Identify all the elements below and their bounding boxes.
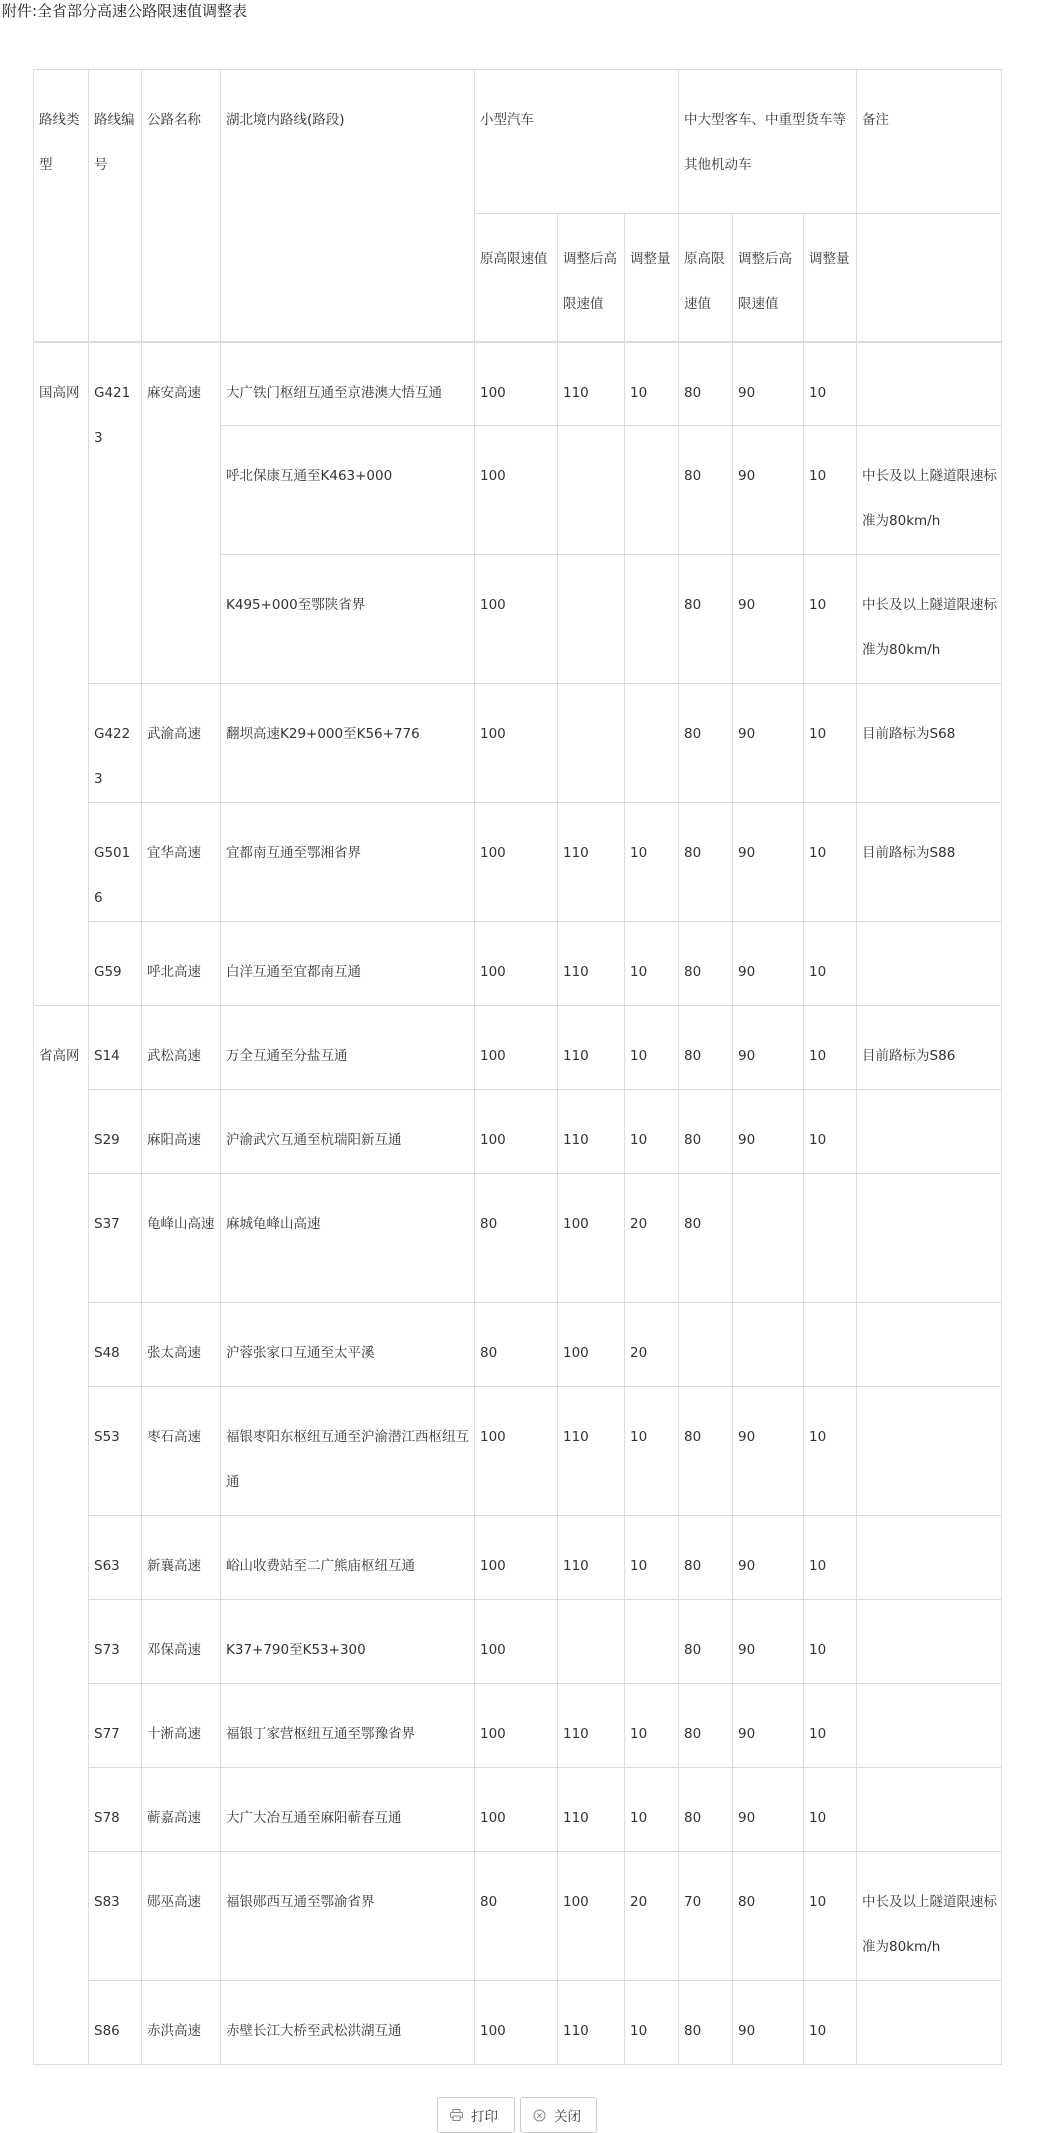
small-new-cell: 110 bbox=[558, 1387, 625, 1516]
remark-cell: 中长及以上隧道限速标准为80km/h bbox=[857, 426, 1002, 555]
road-name-cell: 郧巫高速 bbox=[142, 1852, 221, 1981]
remark-cell bbox=[857, 1516, 1002, 1600]
route-code-cell: S77 bbox=[89, 1684, 142, 1768]
small-delta-cell: 10 bbox=[625, 1684, 679, 1768]
table-row bbox=[34, 1090, 1002, 1174]
route-code-cell: S14 bbox=[89, 1006, 142, 1090]
small-new-cell: 100 bbox=[558, 1852, 625, 1981]
remark-cell: 目前路标为S86 bbox=[857, 1006, 1002, 1090]
small-delta-cell bbox=[625, 555, 679, 684]
road-name-cell: 呼北高速 bbox=[142, 922, 221, 1006]
large-orig-cell: 80 bbox=[679, 1090, 733, 1174]
road-name-cell: 武渝高速 bbox=[142, 684, 221, 803]
small-delta-cell: 10 bbox=[625, 1768, 679, 1852]
road-name-cell: 张太高速 bbox=[142, 1303, 221, 1387]
header-remark-blank bbox=[857, 214, 1002, 342]
large-new-cell: 90 bbox=[733, 1090, 804, 1174]
large-new-cell bbox=[733, 1174, 804, 1303]
large-orig-cell: 80 bbox=[679, 426, 733, 555]
close-button-label: 关闭 bbox=[554, 2109, 581, 2124]
remark-cell: 中长及以上隧道限速标准为80km/h bbox=[857, 555, 1002, 684]
header-section: 湖北境内路线(路段) bbox=[221, 70, 475, 342]
large-new-cell: 90 bbox=[733, 922, 804, 1006]
route-code-cell: S53 bbox=[89, 1387, 142, 1516]
small-orig-cell: 100 bbox=[475, 555, 558, 684]
road-name-cell: 枣石高速 bbox=[142, 1387, 221, 1516]
small-new-cell: 110 bbox=[558, 922, 625, 1006]
small-new-cell: 110 bbox=[558, 1090, 625, 1174]
small-new-cell bbox=[558, 555, 625, 684]
route-code-cell: G5016 bbox=[89, 803, 142, 922]
header-large-vehicle-group: 中大型客车、中重型货车等其他机动车 bbox=[679, 70, 857, 214]
large-new-cell: 90 bbox=[733, 1600, 804, 1684]
road-name-cell: 新襄高速 bbox=[142, 1516, 221, 1600]
section-cell: K495+000至鄂陕省界 bbox=[221, 555, 475, 684]
small-new-cell bbox=[558, 1600, 625, 1684]
large-new-cell: 90 bbox=[733, 426, 804, 555]
small-delta-cell: 20 bbox=[625, 1303, 679, 1387]
small-new-cell: 110 bbox=[558, 1516, 625, 1600]
header-large-new: 调整后高限速值 bbox=[733, 214, 804, 342]
large-new-cell: 90 bbox=[733, 1981, 804, 2065]
small-orig-cell: 80 bbox=[475, 1303, 558, 1387]
header-large-delta: 调整量 bbox=[804, 214, 857, 342]
small-new-cell bbox=[558, 684, 625, 803]
large-delta-cell: 10 bbox=[804, 1684, 857, 1768]
page-heading: 附件:全省部分高速公路限速值调整表 bbox=[2, 2, 248, 20]
route-code-cell: S63 bbox=[89, 1516, 142, 1600]
large-new-cell: 90 bbox=[733, 1387, 804, 1516]
small-new-cell: 110 bbox=[558, 1006, 625, 1090]
large-delta-cell: 10 bbox=[804, 1981, 857, 2065]
header-remark: 备注 bbox=[857, 70, 1002, 214]
large-delta-cell: 10 bbox=[804, 1090, 857, 1174]
remark-cell: 目前路标为S68 bbox=[857, 684, 1002, 803]
route-type-cell: 省高网 bbox=[34, 1006, 89, 2065]
table-row bbox=[34, 684, 1002, 803]
header-road-name: 公路名称 bbox=[142, 70, 221, 342]
small-new-cell: 110 bbox=[558, 1981, 625, 2065]
large-new-cell: 90 bbox=[733, 803, 804, 922]
remark-cell bbox=[857, 342, 1002, 426]
large-orig-cell: 70 bbox=[679, 1852, 733, 1981]
small-delta-cell: 10 bbox=[625, 1981, 679, 2065]
section-cell: 麻城龟峰山高速 bbox=[221, 1174, 475, 1303]
section-cell: 大广铁门枢纽互通至京港澳大悟互通 bbox=[221, 342, 475, 426]
table-row bbox=[34, 1600, 1002, 1684]
large-delta-cell: 10 bbox=[804, 1768, 857, 1852]
large-delta-cell: 10 bbox=[804, 1852, 857, 1981]
large-delta-cell: 10 bbox=[804, 922, 857, 1006]
small-orig-cell: 100 bbox=[475, 1684, 558, 1768]
table-row bbox=[34, 1684, 1002, 1768]
table-row bbox=[34, 342, 1002, 426]
remark-cell bbox=[857, 922, 1002, 1006]
small-delta-cell bbox=[625, 1600, 679, 1684]
small-delta-cell bbox=[625, 684, 679, 803]
remark-cell: 中长及以上隧道限速标准为80km/h bbox=[857, 1852, 1002, 1981]
large-orig-cell: 80 bbox=[679, 555, 733, 684]
large-delta-cell: 10 bbox=[804, 803, 857, 922]
remark-cell bbox=[857, 1600, 1002, 1684]
header-small-car-group: 小型汽车 bbox=[475, 70, 679, 214]
route-code-cell: G4223 bbox=[89, 684, 142, 803]
small-delta-cell: 10 bbox=[625, 1516, 679, 1600]
remark-cell bbox=[857, 1684, 1002, 1768]
route-code-cell: S86 bbox=[89, 1981, 142, 2065]
small-orig-cell: 80 bbox=[475, 1852, 558, 1981]
route-code-cell: S37 bbox=[89, 1174, 142, 1303]
small-orig-cell: 100 bbox=[475, 1768, 558, 1852]
small-delta-cell: 10 bbox=[625, 1006, 679, 1090]
small-new-cell bbox=[558, 426, 625, 555]
large-delta-cell: 10 bbox=[804, 1387, 857, 1516]
remark-cell bbox=[857, 1174, 1002, 1303]
large-delta-cell: 10 bbox=[804, 1006, 857, 1090]
table-row bbox=[34, 1174, 1002, 1303]
small-orig-cell: 100 bbox=[475, 1981, 558, 2065]
small-delta-cell: 20 bbox=[625, 1174, 679, 1303]
small-orig-cell: 100 bbox=[475, 342, 558, 426]
small-delta-cell: 10 bbox=[625, 803, 679, 922]
section-cell: K37+790至K53+300 bbox=[221, 1600, 475, 1684]
small-delta-cell: 10 bbox=[625, 342, 679, 426]
section-cell: 峪山收费站至二广熊庙枢纽互通 bbox=[221, 1516, 475, 1600]
section-cell: 宜都南互通至鄂湘省界 bbox=[221, 803, 475, 922]
section-cell: 福银郧西互通至鄂渝省界 bbox=[221, 1852, 475, 1981]
close-circle-icon bbox=[533, 2109, 546, 2122]
small-orig-cell: 100 bbox=[475, 803, 558, 922]
header-large-orig: 原高限速值 bbox=[679, 214, 733, 342]
table-header-row bbox=[34, 70, 1002, 214]
small-orig-cell: 80 bbox=[475, 1174, 558, 1303]
large-new-cell: 90 bbox=[733, 1684, 804, 1768]
route-type-cell: 国高网 bbox=[34, 342, 89, 1006]
large-orig-cell: 80 bbox=[679, 1174, 733, 1303]
large-new-cell: 90 bbox=[733, 684, 804, 803]
large-orig-cell: 80 bbox=[679, 1981, 733, 2065]
table-row bbox=[34, 803, 1002, 922]
large-orig-cell: 80 bbox=[679, 1516, 733, 1600]
header-small-orig: 原高限速值 bbox=[475, 214, 558, 342]
header-small-delta: 调整量 bbox=[625, 214, 679, 342]
route-code-cell: S83 bbox=[89, 1852, 142, 1981]
road-name-cell: 蕲嘉高速 bbox=[142, 1768, 221, 1852]
large-new-cell: 90 bbox=[733, 1006, 804, 1090]
road-name-cell: 宜华高速 bbox=[142, 803, 221, 922]
small-orig-cell: 100 bbox=[475, 426, 558, 555]
small-orig-cell: 100 bbox=[475, 1090, 558, 1174]
section-cell: 万全互通至分盐互通 bbox=[221, 1006, 475, 1090]
large-delta-cell: 10 bbox=[804, 426, 857, 555]
small-orig-cell: 100 bbox=[475, 1387, 558, 1516]
large-orig-cell: 80 bbox=[679, 1387, 733, 1516]
large-new-cell: 90 bbox=[733, 1516, 804, 1600]
small-new-cell: 110 bbox=[558, 803, 625, 922]
small-new-cell: 100 bbox=[558, 1174, 625, 1303]
remark-cell bbox=[857, 1768, 1002, 1852]
large-delta-cell: 10 bbox=[804, 1600, 857, 1684]
route-code-cell: G59 bbox=[89, 922, 142, 1006]
section-cell: 翻坝高速K29+000至K56+776 bbox=[221, 684, 475, 803]
section-cell: 福银枣阳东枢纽互通至沪渝潜江西枢纽互通 bbox=[221, 1387, 475, 1516]
road-name-cell: 麻安高速 bbox=[142, 342, 221, 684]
print-button-label: 打印 bbox=[471, 2109, 498, 2124]
small-delta-cell: 20 bbox=[625, 1852, 679, 1981]
section-cell: 白洋互通至宜都南互通 bbox=[221, 922, 475, 1006]
route-code-cell: S78 bbox=[89, 1768, 142, 1852]
header-route-type: 路线类型 bbox=[34, 70, 89, 342]
small-delta-cell: 10 bbox=[625, 1090, 679, 1174]
table-row bbox=[34, 922, 1002, 1006]
section-cell: 沪蓉张家口互通至太平溪 bbox=[221, 1303, 475, 1387]
large-delta-cell: 10 bbox=[804, 684, 857, 803]
large-new-cell: 90 bbox=[733, 1768, 804, 1852]
speed-limit-table bbox=[33, 69, 1002, 2065]
small-new-cell: 110 bbox=[558, 1684, 625, 1768]
route-code-cell: S29 bbox=[89, 1090, 142, 1174]
small-new-cell: 110 bbox=[558, 342, 625, 426]
table-row bbox=[34, 1768, 1002, 1852]
large-orig-cell: 80 bbox=[679, 1006, 733, 1090]
section-cell: 呼北保康互通至K463+000 bbox=[221, 426, 475, 555]
section-cell: 赤壁长江大桥至武松洪湖互通 bbox=[221, 1981, 475, 2065]
section-cell: 大广大冶互通至麻阳蕲春互通 bbox=[221, 1768, 475, 1852]
road-name-cell: 麻阳高速 bbox=[142, 1090, 221, 1174]
small-orig-cell: 100 bbox=[475, 684, 558, 803]
section-cell: 沪渝武穴互通至杭瑞阳新互通 bbox=[221, 1090, 475, 1174]
road-name-cell: 龟峰山高速 bbox=[142, 1174, 221, 1303]
road-name-cell: 十淅高速 bbox=[142, 1684, 221, 1768]
road-name-cell: 邓保高速 bbox=[142, 1600, 221, 1684]
header-small-new: 调整后高限速值 bbox=[558, 214, 625, 342]
large-delta-cell: 10 bbox=[804, 1516, 857, 1600]
small-orig-cell: 100 bbox=[475, 1600, 558, 1684]
section-cell: 福银丁家营枢纽互通至鄂豫省界 bbox=[221, 1684, 475, 1768]
small-orig-cell: 100 bbox=[475, 1006, 558, 1090]
remark-cell bbox=[857, 1303, 1002, 1387]
remark-cell: 目前路标为S88 bbox=[857, 803, 1002, 922]
large-new-cell: 80 bbox=[733, 1852, 804, 1981]
route-code-cell: S48 bbox=[89, 1303, 142, 1387]
large-delta-cell: 10 bbox=[804, 555, 857, 684]
remark-cell bbox=[857, 1981, 1002, 2065]
large-new-cell: 90 bbox=[733, 342, 804, 426]
large-orig-cell: 80 bbox=[679, 684, 733, 803]
small-delta-cell: 10 bbox=[625, 1387, 679, 1516]
small-new-cell: 110 bbox=[558, 1768, 625, 1852]
large-orig-cell bbox=[679, 1303, 733, 1387]
table-row bbox=[34, 1006, 1002, 1090]
small-orig-cell: 100 bbox=[475, 1516, 558, 1600]
remark-cell bbox=[857, 1387, 1002, 1516]
small-delta-cell bbox=[625, 426, 679, 555]
small-orig-cell: 100 bbox=[475, 922, 558, 1006]
header-route-code: 路线编号 bbox=[89, 70, 142, 342]
large-new-cell bbox=[733, 1303, 804, 1387]
road-name-cell: 武松高速 bbox=[142, 1006, 221, 1090]
table-row bbox=[34, 1852, 1002, 1981]
table-row bbox=[34, 1981, 1002, 2065]
large-new-cell: 90 bbox=[733, 555, 804, 684]
route-code-cell: S73 bbox=[89, 1600, 142, 1684]
large-orig-cell: 80 bbox=[679, 1684, 733, 1768]
route-code-cell: G4213 bbox=[89, 342, 142, 684]
small-new-cell: 100 bbox=[558, 1303, 625, 1387]
large-orig-cell: 80 bbox=[679, 1768, 733, 1852]
printer-icon bbox=[450, 2109, 463, 2121]
remark-cell bbox=[857, 1090, 1002, 1174]
large-delta-cell bbox=[804, 1303, 857, 1387]
table-row bbox=[34, 1387, 1002, 1516]
large-orig-cell: 80 bbox=[679, 1600, 733, 1684]
large-delta-cell: 10 bbox=[804, 342, 857, 426]
large-orig-cell: 80 bbox=[679, 342, 733, 426]
large-orig-cell: 80 bbox=[679, 803, 733, 922]
table-row bbox=[34, 1303, 1002, 1387]
large-orig-cell: 80 bbox=[679, 922, 733, 1006]
large-delta-cell bbox=[804, 1174, 857, 1303]
small-delta-cell: 10 bbox=[625, 922, 679, 1006]
table-row bbox=[34, 1516, 1002, 1600]
road-name-cell: 赤洪高速 bbox=[142, 1981, 221, 2065]
